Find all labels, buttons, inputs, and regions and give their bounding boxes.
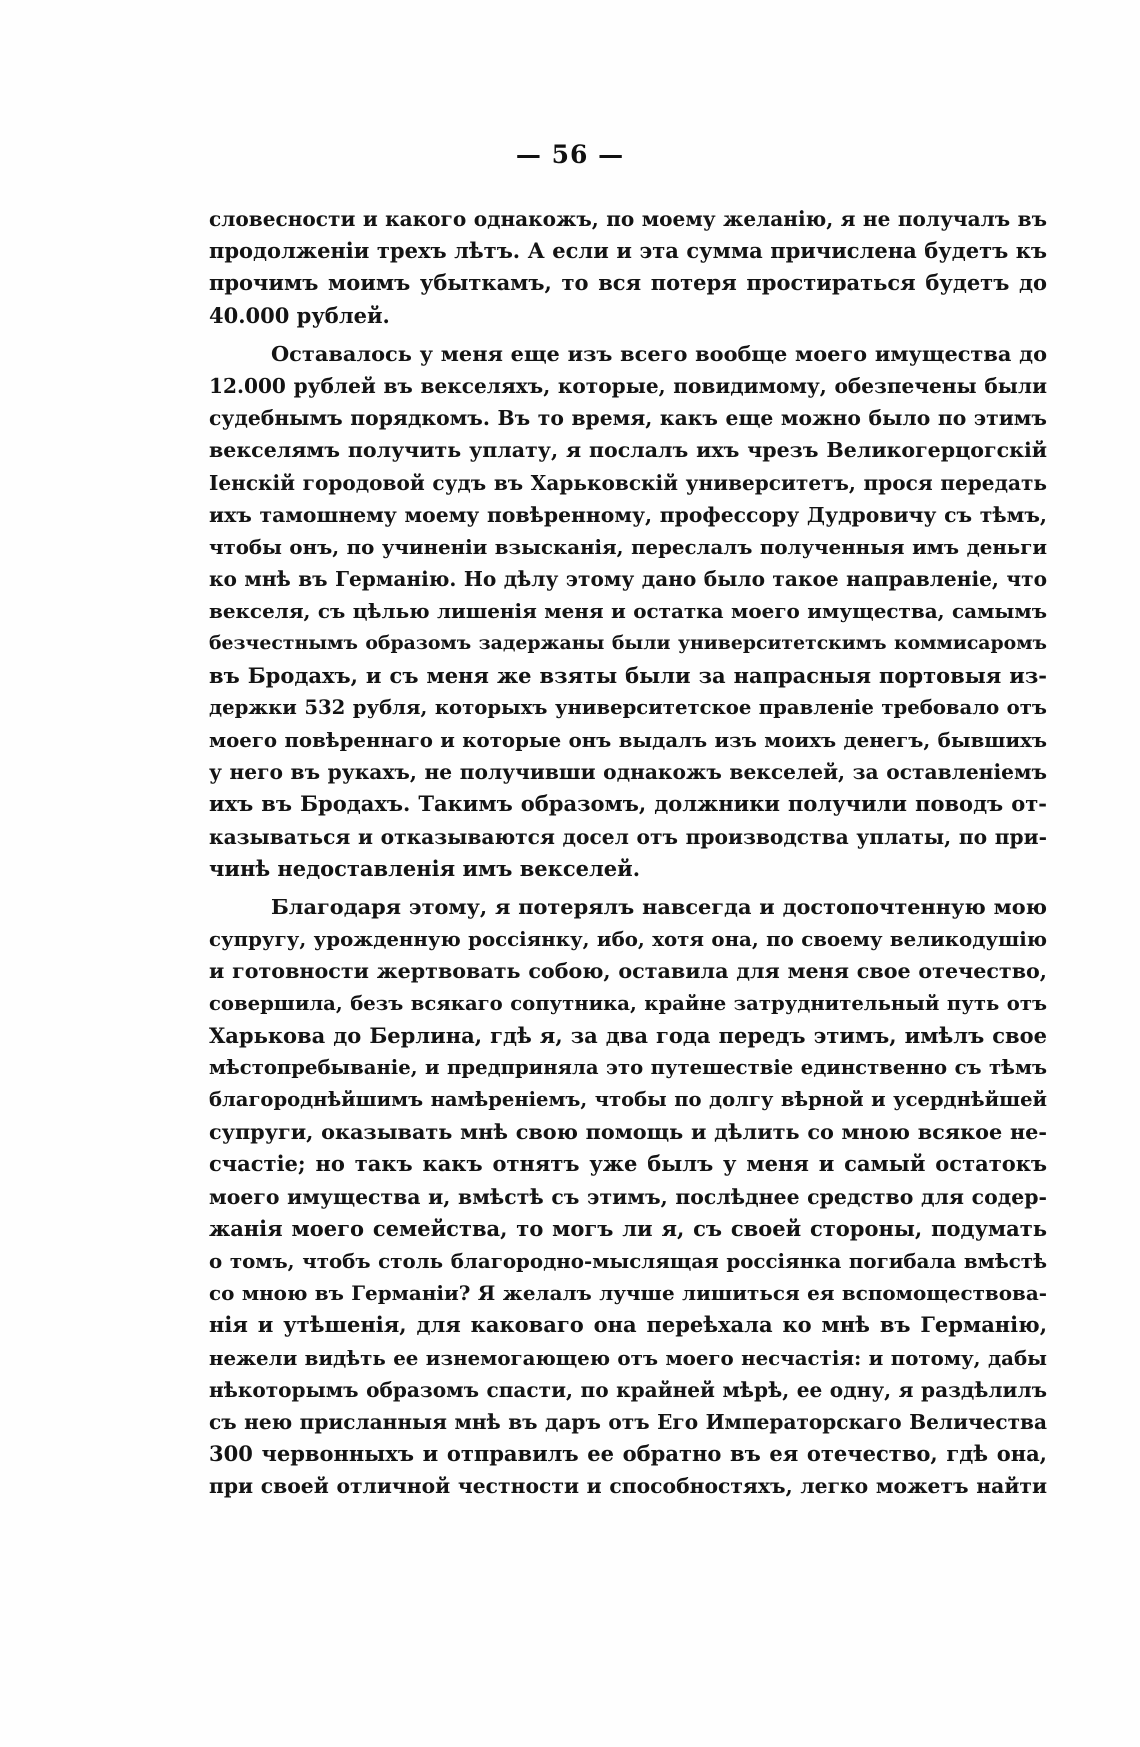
text-line: нія и утѣшенія, для каковаго она переѣхала ко мнѣ въ Германію, <box>209 1312 1047 1338</box>
text-line: Оставалось у меня еще изъ всего вообще моего имущества до <box>271 340 1047 366</box>
paragraph-3 <box>209 891 1047 1503</box>
text-line: совершила, безъ всякаго сопутника, крайне затруднительный путь отъ <box>209 991 1047 1015</box>
text-line: ихъ въ Бродахъ. Такимъ образомъ, должники получили поводъ от- <box>209 791 1047 817</box>
page-number: — 56 — <box>515 140 625 169</box>
text-line: ко мнѣ въ Германію. Но дѣлу этому дано было такое направленіе, что <box>209 567 1047 592</box>
text-line: казываться и отказываются досел отъ производства уплаты, по при- <box>209 824 1047 849</box>
paragraph-2 <box>209 338 1047 885</box>
text-line: 300 червонныхъ и отправилъ ее обратно въ ея отечество, гдѣ она, <box>209 1441 1047 1467</box>
text-line: о томъ, чтобъ столь благородно-мыслящая россіянка погибала вмѣстѣ <box>209 1249 1047 1273</box>
text-line: нежели видѣть ее изнемогающею отъ моего несчастія: и потому, дабы <box>209 1345 1047 1370</box>
text-line: у него въ рукахъ, не получивши однакожъ векселей, за оставленіемъ <box>209 760 1047 785</box>
text-line: съ нею присланныя мнѣ въ даръ отъ Его Императорскаго Величества <box>209 1409 1047 1434</box>
text-line: держки 532 рубля, которыхъ университетское правленіе требовало отъ <box>209 695 1047 719</box>
text-line: Харькова до Берлина, гдѣ я, за два года передъ этимъ, имѣлъ свое <box>209 1022 1047 1048</box>
text-line: и готовности жертвовать собою, оставила для меня свое отечество, <box>209 959 1047 984</box>
text-line: супругу, урожденную россіянку, ибо, хотя она, по своему великодушію <box>209 927 1047 952</box>
text-line: благороднѣйшимъ намѣреніемъ, чтобы по долгу вѣрной и усерднѣйшей <box>209 1088 1047 1112</box>
text-line: въ Бродахъ, и съ меня же взяты были за напрасныя портовыя из- <box>209 662 1047 688</box>
text-line: чтобы онъ, по учиненіи взысканія, переслалъ полученныя имъ деньги <box>209 534 1047 559</box>
text-line: векселя, съ цѣлью лишенія меня и остатка моего имущества, самымъ <box>209 599 1047 624</box>
text-line: 40.000 рублей. <box>209 302 390 328</box>
text-line: безчестнымъ образомъ задержаны были университетскимъ коммисаромъ <box>209 632 1047 655</box>
text-line: ихъ тамошнему моему повѣренному, профессору Дудровичу съ тѣмъ, <box>209 502 1047 527</box>
text-line: моего имущества и, вмѣстѣ съ этимъ, послѣднее средство для содер- <box>209 1184 1047 1209</box>
paragraph-1 <box>209 203 1047 332</box>
text-line: со мною въ Германіи? Я желалъ лучше лишиться ея вспомоществова- <box>209 1281 1047 1306</box>
text-line: судебнымъ порядкомъ. Въ то время, какъ еще можно было по этимъ <box>209 406 1047 431</box>
text-line: чинѣ недоставленія имъ векселей. <box>209 855 641 881</box>
text-line: мѣстопребываніе, и предприняла это путешествіе единственно съ тѣмъ <box>209 1055 1047 1079</box>
text-line: нѣкоторымъ образомъ спасти, по крайней мѣрѣ, ее одну, я раздѣлилъ <box>209 1377 1047 1402</box>
text-line: продолженіи трехъ лѣтъ. А если и эта сумма причислена будетъ къ <box>209 238 1047 264</box>
text-line: Іенскій городовой судъ въ Харьковскій университетъ, прося передать <box>209 470 1047 495</box>
text-line: счастіе; но такъ какъ отнятъ уже былъ у меня и самый остатокъ <box>209 1151 1047 1177</box>
body-text <box>209 203 1047 1503</box>
text-line: Благодаря этому, я потерялъ навсегда и достопочтенную мою <box>271 893 1047 919</box>
text-line: векселямъ получить уплату, я послалъ ихъ чрезъ Великогерцогскій <box>209 438 1047 463</box>
text-line: жанія моего семейства, то могъ ли я, съ своей стороны, подумать <box>209 1215 1047 1241</box>
text-line: супруги, оказывать мнѣ свою помощь и дѣлить со мною всякое не- <box>209 1119 1047 1145</box>
text-line: 12.000 рублей въ векселяхъ, которые, повидимому, обезпечены были <box>209 373 1047 398</box>
text-line: прочимъ моимъ убыткамъ, то вся потеря простираться будетъ до <box>209 270 1047 296</box>
text-line: моего повѣреннаго и которые онъ выдалъ изъ моихъ денегъ, бывшихъ <box>209 728 1047 752</box>
text-line: словесности и какого однакожъ, по моему желанію, я не получалъ въ <box>209 207 1047 231</box>
text-line: при своей отличной честности и способностяхъ, легко можетъ найти <box>209 1474 1047 1499</box>
